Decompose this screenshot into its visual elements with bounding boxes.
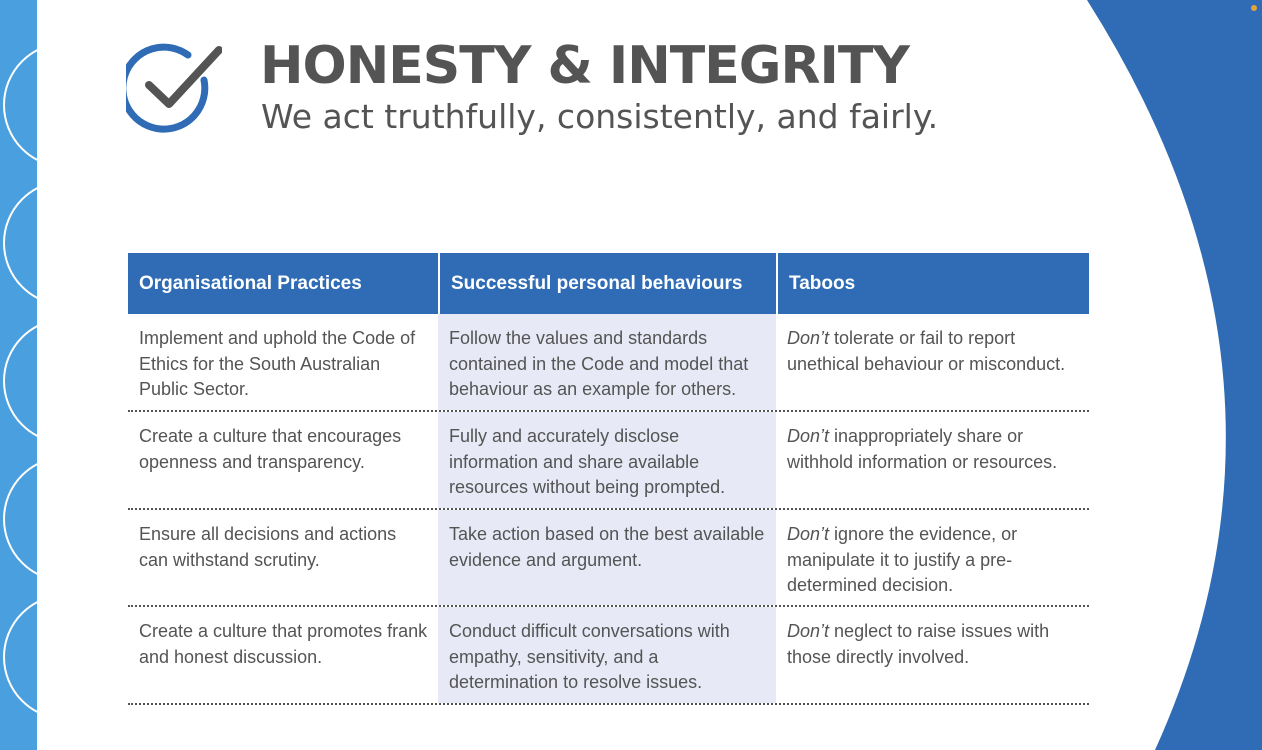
taboo-cell (776, 510, 1089, 605)
table-row (128, 412, 1089, 510)
left-decorative-strip (0, 0, 37, 750)
practice-cell: Create a culture that promotes frank and honest discussion. (139, 621, 428, 667)
table-row (128, 510, 1089, 607)
behaviour-cell: Conduct difficult conversations with empathy, sensitivity, and a determination to resolve issues. (438, 607, 776, 703)
behaviour-cell: Fully and accurately disclose information and share available resources without being prompted. (438, 412, 776, 508)
taboo-text: neglect to raise issues with those directly involved. (787, 621, 1050, 667)
taboo-text: ignore the evidence, or manipulate it to justify a pre-determined decision. (787, 524, 1018, 595)
taboo-cell (776, 607, 1089, 703)
practice-cell: Ensure all decisions and actions can withstand scrutiny. (139, 524, 397, 570)
dont-label: Don’t (787, 328, 830, 348)
behaviour-cell: Take action based on the best available evidence and argument. (438, 510, 776, 605)
table-header (128, 253, 1089, 314)
page-title: HONESTY & INTEGRITY (260, 36, 909, 96)
taboo-cell (776, 314, 1089, 410)
behaviour-cell: Follow the values and standards contained in the Code and model that behaviour as an example for others. (438, 314, 776, 410)
circles-pattern (0, 0, 37, 750)
dont-label: Don’t (787, 621, 830, 641)
page-subtitle: We act truthfully, consistently, and fairly. (261, 97, 939, 136)
dont-label: Don’t (787, 524, 830, 544)
taboo-text: inappropriately share or withhold information or resources. (787, 426, 1058, 472)
taboo-text: tolerate or fail to report unethical behaviour or misconduct. (787, 328, 1066, 374)
column-header-taboos: Taboos (776, 253, 1089, 314)
checkmark-circle-icon (126, 42, 222, 134)
column-header-behaviours: Successful personal behaviours (438, 253, 776, 314)
practice-cell: Implement and uphold the Code of Ethics for the South Australian Public Sector. (139, 328, 416, 399)
table-row (128, 314, 1089, 412)
table-row (128, 607, 1089, 705)
dont-label: Don’t (787, 426, 830, 446)
values-table (128, 253, 1089, 705)
taboo-cell (776, 412, 1089, 508)
column-header-practices: Organisational Practices (128, 253, 438, 314)
practice-cell: Create a culture that encourages openness and transparency. (139, 426, 402, 472)
